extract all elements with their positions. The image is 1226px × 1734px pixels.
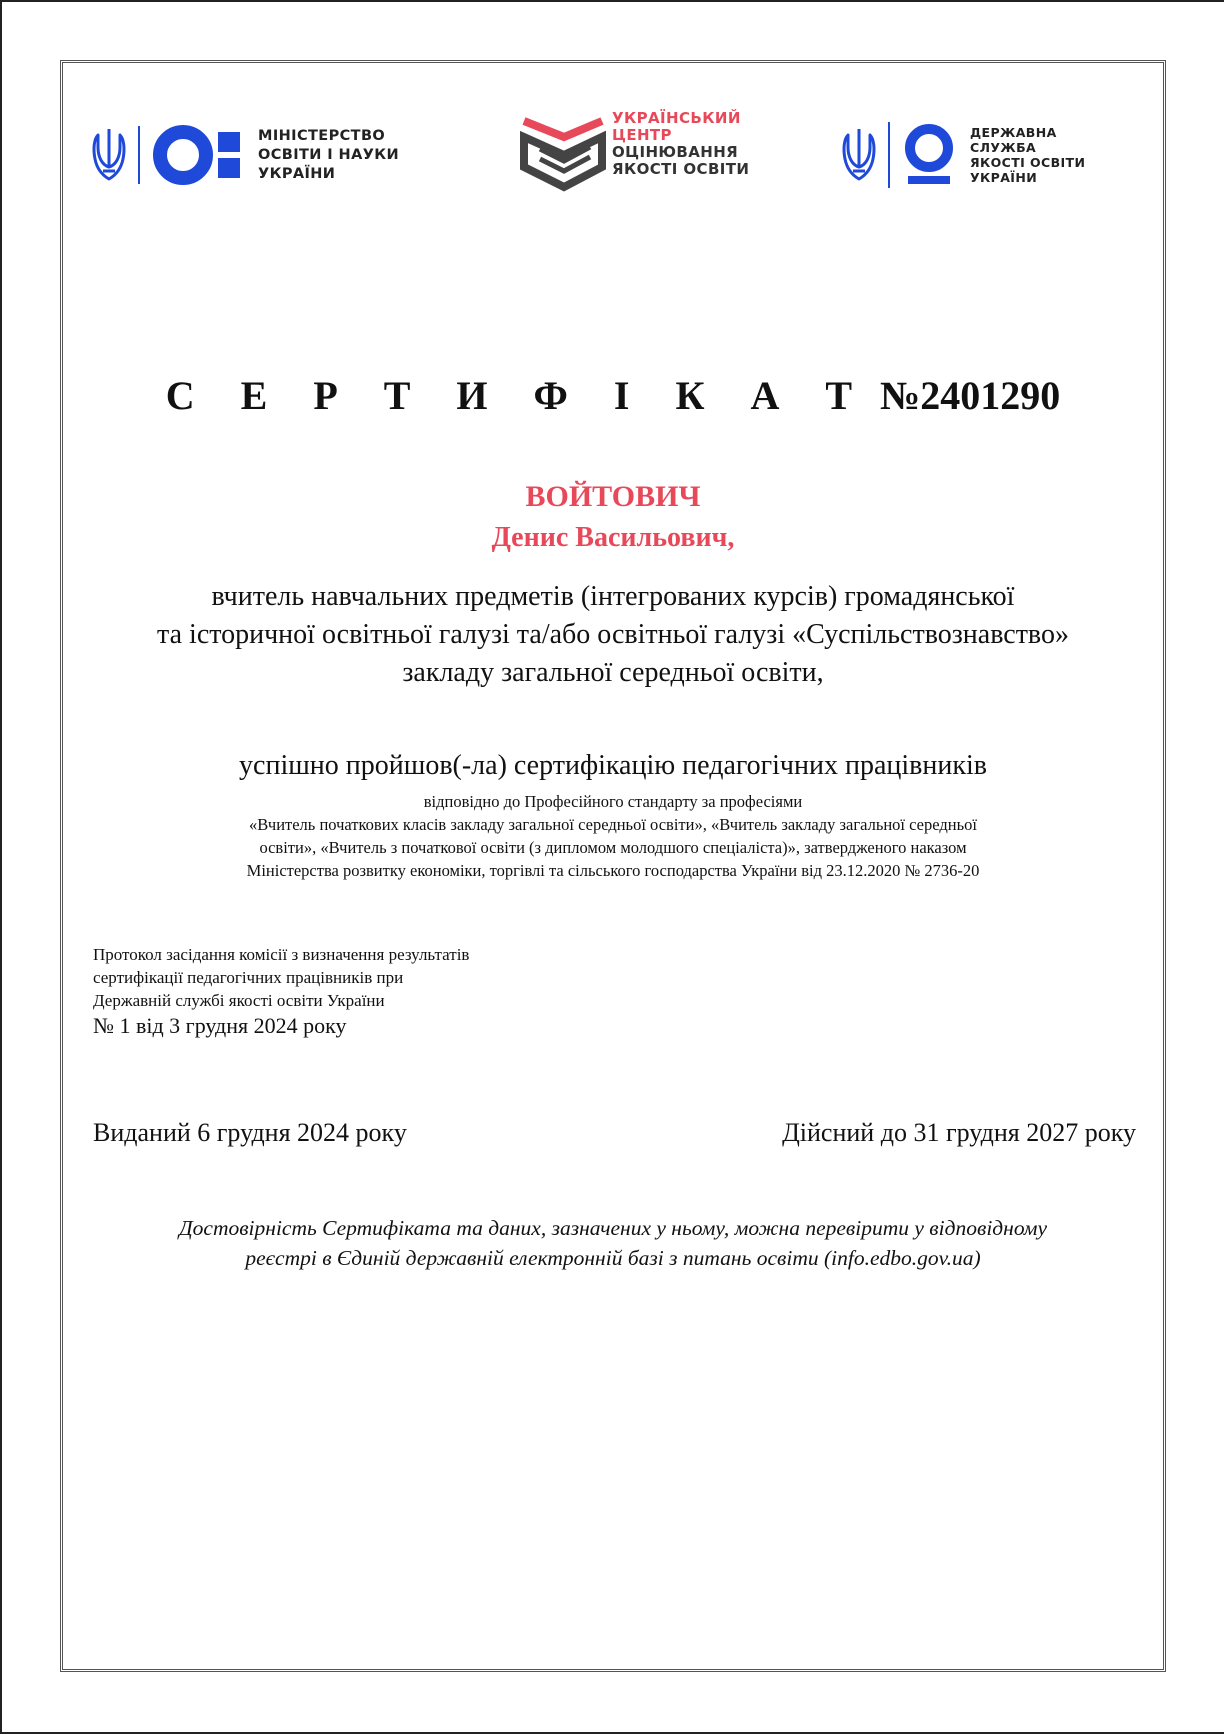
valid-until-date: Дійсний до 31 грудня 2027 року [782,1118,1136,1147]
dsyo-emblem-icon [902,122,956,188]
dsyo-logo-text: ДЕРЖАВНА СЛУЖБА ЯКОСТІ ОСВІТИ УКРАЇНИ [970,125,1086,185]
certificate-title [0,372,1226,419]
mon-logo [90,110,399,200]
mon-logo-text: МІНІСТЕРСТВО ОСВІТИ І НАУКИ УКРАЇНИ [258,127,400,182]
passed-statement: успішно пройшов(-ла) сертифікацію педагогічних працівників [239,750,987,781]
ucoz-logo-text: УКРАЇНСЬКИЙ ЦЕНТР ОЦІНЮВАННЯ ЯКОСТІ ОСВІТИ [612,109,750,178]
mon-emblem-icon [152,124,244,186]
holder-surname: ВОЙТОВИЧ [525,480,701,513]
open-book-icon [520,115,606,195]
trident-icon [90,127,128,183]
ucoz-logo [520,110,749,200]
dsyo-logo [840,110,1085,200]
logo-separator [138,126,140,184]
logos-header [60,110,1166,220]
protocol-block: Протокол засідання комісії з визначення результатів сертифікації педагогічних працівників при Державній службі якості освіти України № 1 від 3 грудня 2024 року [93,945,470,1038]
trident-icon [840,127,878,183]
protocol-number: № 1 від 3 грудня 2024 року [93,1013,347,1038]
verification-note: Достовірність Сертифіката та даних, зазначених у ньому, можна перевірити у відповідному реєстрі в Єдиній державній електронній базі з питань освіти (info.edbo.gov.ua) [178,1216,1048,1270]
holder-given-name: Денис Васильович, [491,522,735,553]
title-word: С Е Р Т И Ф І К А Т [165,373,871,418]
certificate-number: №2401290 [880,373,1061,418]
logo-separator [888,122,890,188]
standard-reference: відповідно до Професійного стандарту за професіями «Вчитель початкових класів закладу загальної середньої освіти», «Вчитель закладу загальної середньої освіти», «Вчитель з початкової освіти (з дипломом молодшого спеціаліста)», затвердженого наказом Міністерства розвитку економіки, торгівлі та сільського господарства України від 23.12.2020 № 2736-20 [246,792,980,880]
holder-position: вчитель навчальних предметів (інтегрованих курсів) громадянської та історичної освітньої галузі та/або освітньої галузі «Суспільствознавство» закладу загальної середньої освіти, [157,581,1069,688]
issued-date: Виданий 6 грудня 2024 року [93,1118,407,1147]
